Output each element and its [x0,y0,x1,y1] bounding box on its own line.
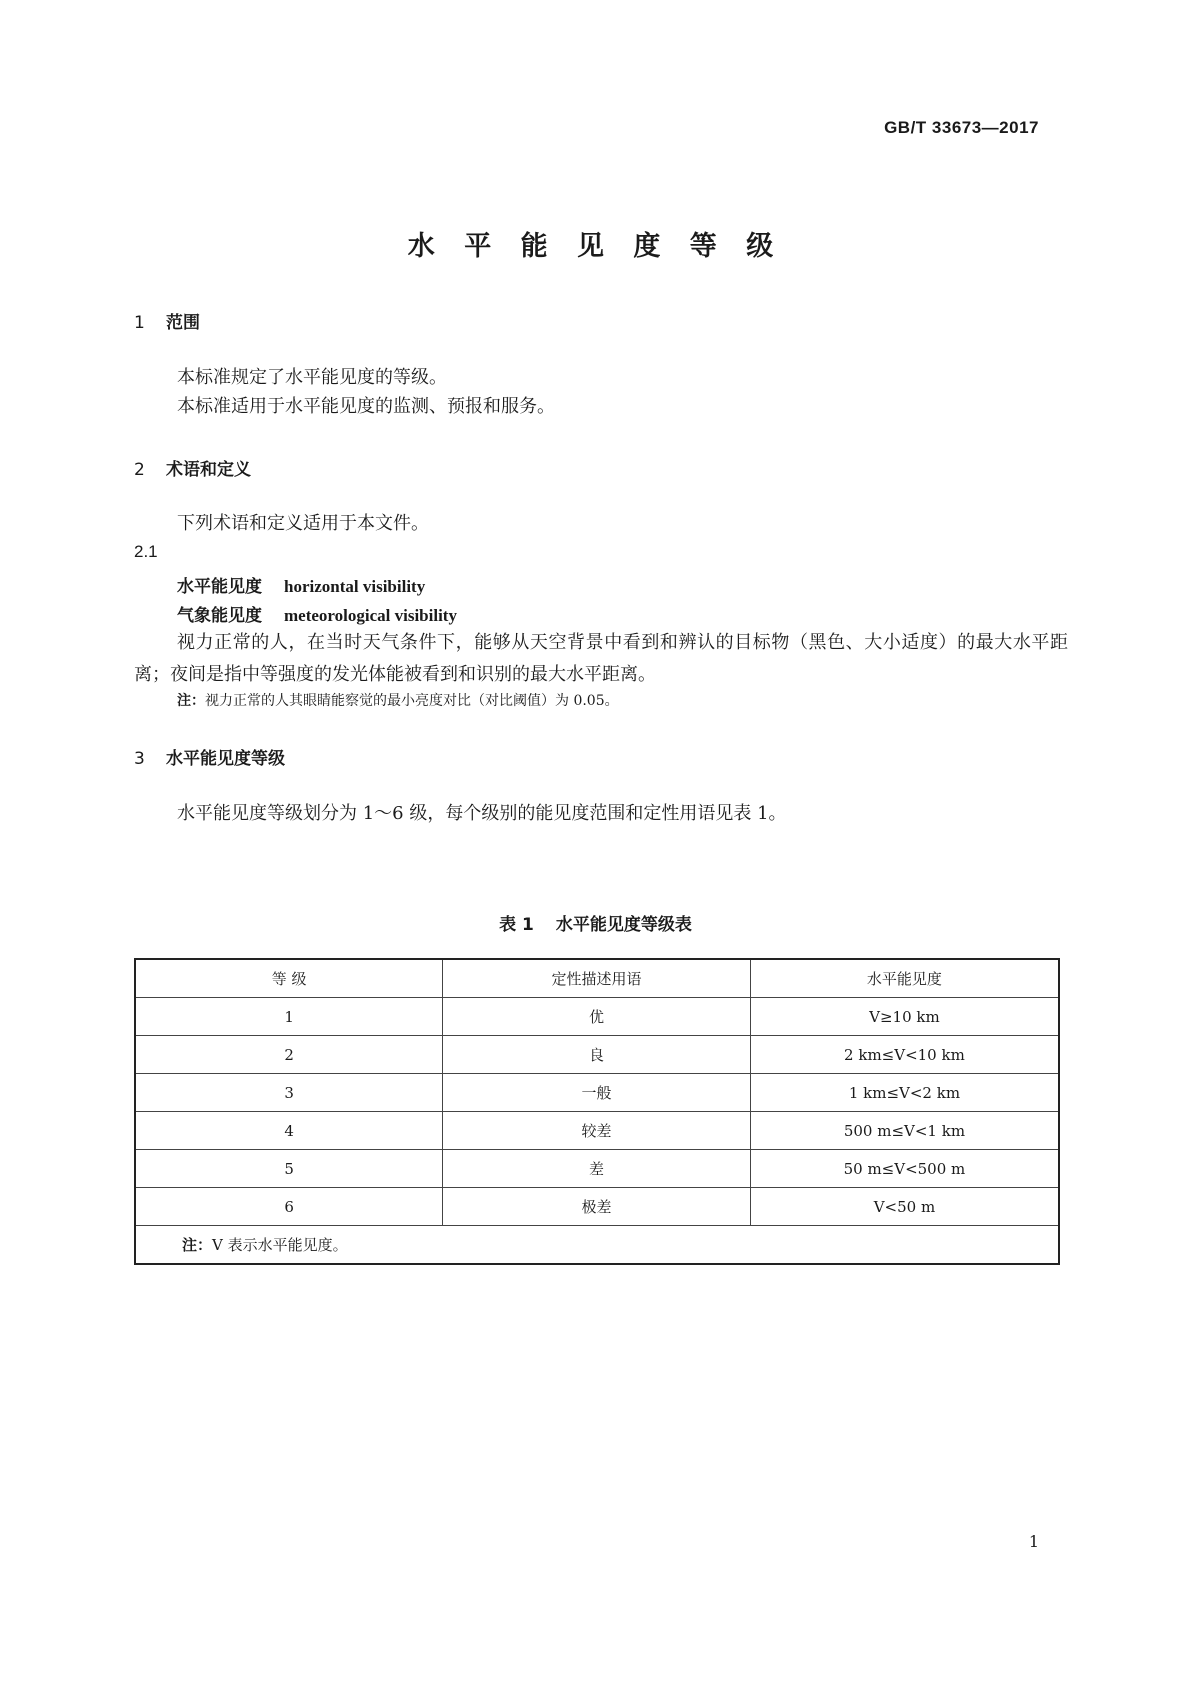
header-visibility: 水平能见度 [750,959,1059,998]
term-definition: 视力正常的人，在当时天气条件下，能够从天空背景中看到和辨认的目标物（黑色、大小适度）的最大水平距离；夜间是指中等强度的发光体能被看到和识别的最大水平距离。 [134,632,1068,685]
table-caption [0,910,1191,935]
section-2-heading [134,455,251,480]
cell-description: 优 [443,998,751,1036]
table-row [135,1112,1059,1150]
term-primary-en: horizontal visibility [284,577,426,596]
visibility-grade-table [134,958,1060,1265]
cell-visibility: 50 m≤V<500 m [750,1150,1059,1188]
definition-note-label: 注： [177,693,205,709]
section-3-number: 3 [134,749,145,769]
table-note-text: V 表示水平能见度。 [212,1236,348,1254]
cell-visibility: 2 km≤V<10 km [750,1036,1059,1074]
cell-grade: 1 [135,998,443,1036]
cell-description: 一般 [443,1074,751,1112]
cell-grade: 2 [135,1036,443,1074]
cell-grade: 3 [135,1074,443,1112]
term-primary [177,572,425,597]
table-note-row [135,1226,1059,1265]
section-2-title: 术语和定义 [166,460,251,480]
cell-grade: 5 [135,1150,443,1188]
cell-visibility: 1 km≤V<2 km [750,1074,1059,1112]
table-row [135,1188,1059,1226]
table-row [135,1036,1059,1074]
header-description: 定性描述用语 [443,959,751,998]
standard-number: GB/T 33673—2017 [884,118,1039,137]
section-3-heading [134,744,285,769]
table-caption-number: 表 1 [499,915,534,935]
cell-visibility: 500 m≤V<1 km [750,1112,1059,1150]
clause-number: 2.1 [134,542,158,561]
section-3-intro: 水平能见度等级划分为 1～6 级，每个级别的能见度范围和定性用语见表 1。 [177,803,787,824]
term-primary-zh: 水平能见度 [177,577,262,597]
term-synonym-en: meteorological visibility [284,606,457,625]
section-1-title: 范围 [166,313,200,333]
term-synonym-zh: 气象能见度 [177,606,262,626]
cell-description: 极差 [443,1188,751,1226]
table-header-row [135,959,1059,998]
section-2-intro: 下列术语和定义适用于本文件。 [177,513,429,534]
cell-description: 良 [443,1036,751,1074]
section-1-para-2: 本标准适用于水平能见度的监测、预报和服务。 [177,396,555,417]
term-synonym [177,601,457,626]
table-note [135,1226,1059,1265]
section-1-number: 1 [134,313,145,333]
section-2-number: 2 [134,460,145,480]
table-caption-title: 水平能见度等级表 [555,915,692,935]
table-row [135,1074,1059,1112]
cell-visibility: V<50 m [750,1188,1059,1226]
cell-visibility: V≥10 km [750,998,1059,1036]
table-row [135,1150,1059,1188]
header-grade: 等 级 [135,959,443,998]
section-1-para-1: 本标准规定了水平能见度的等级。 [177,367,447,388]
definition-note [177,690,619,710]
cell-grade: 6 [135,1188,443,1226]
document-title: 水 平 能 见 度 等 级 [407,231,784,262]
cell-description: 差 [443,1150,751,1188]
cell-description: 较差 [443,1112,751,1150]
section-3-title: 水平能见度等级 [166,749,285,769]
table-row [135,998,1059,1036]
table-note-label: 注： [182,1236,213,1254]
definition-note-text: 视力正常的人其眼睛能察觉的最小亮度对比（对比阈值）为 0.05。 [205,693,619,709]
section-1-heading [134,308,200,333]
cell-grade: 4 [135,1112,443,1150]
page-number: 1 [1028,1532,1039,1551]
